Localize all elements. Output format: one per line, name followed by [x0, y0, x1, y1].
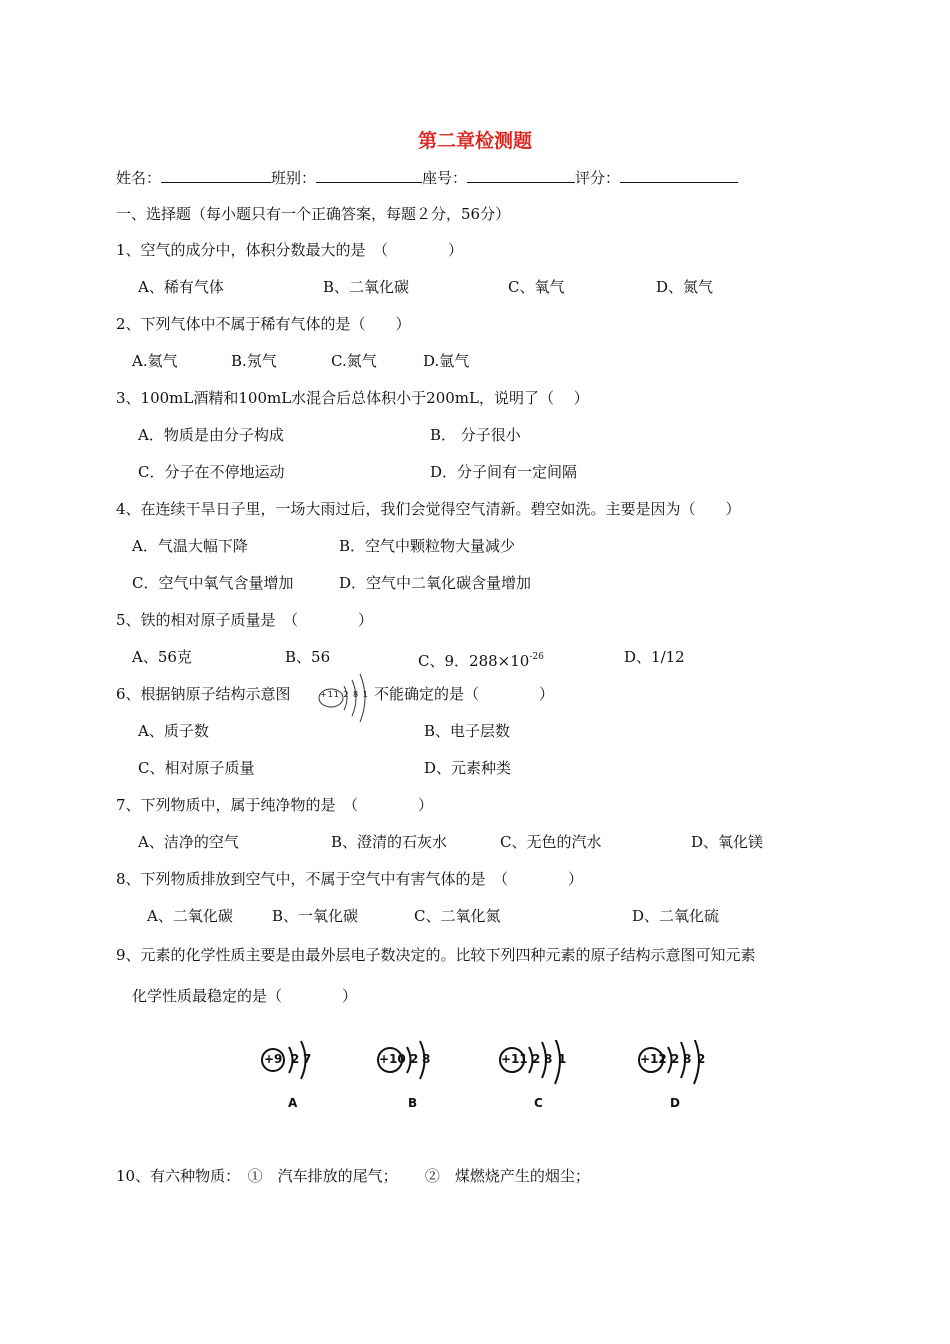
class-blank[interactable]: [316, 168, 422, 183]
seat-label: 座号：: [422, 169, 468, 187]
q5-option-b: B、56: [285, 648, 331, 666]
q4-option-b: B．空气中颗粒物大量减少: [339, 537, 516, 555]
atom-b-shell-1: 2: [410, 1052, 419, 1066]
q7-option-d: D、氧化镁: [691, 833, 764, 851]
question-6-part1: 6、根据钠原子结构示意图: [116, 685, 291, 703]
atom-diagram-b: [375, 1040, 445, 1114]
atom-b-nucleus: +10: [379, 1052, 406, 1066]
atom-b-shell-2: 8: [422, 1052, 431, 1066]
name-blank[interactable]: [161, 168, 271, 183]
section-heading: 一、选择题（每小题只有一个正确答案，每题２分，56分）: [116, 205, 511, 223]
question-3: 3、100mL酒精和100mL水混合后总体积小于200mL，说明了（ ）: [116, 389, 589, 407]
q4-option-c: C．空气中氧气含量增加: [132, 574, 294, 592]
q1-option-a: A、稀有气体: [138, 278, 224, 296]
question-6-part2: 不能确定的是（ ）: [374, 685, 555, 703]
atom-diagram-c: [497, 1040, 577, 1114]
question-5: 5、铁的相对原子质量是 （ ）: [116, 611, 374, 629]
atom-a-shell-1: 2: [291, 1052, 300, 1066]
atom-diagram-d: [636, 1040, 716, 1114]
q2-option-c: C.氮气: [331, 352, 377, 370]
atom-c-nucleus: +11: [501, 1052, 528, 1066]
score-label: 评分：: [575, 169, 621, 187]
class-label: 班别：: [271, 169, 317, 187]
atom-d-shell-3: 2: [697, 1052, 706, 1066]
sodium-atom-label: +11 2 8 1: [320, 690, 369, 699]
atom-diagram-a: [258, 1040, 328, 1114]
atom-d-shell-1: 2: [671, 1052, 680, 1066]
q3-option-a: A．物质是由分子构成: [138, 426, 284, 444]
student-info-line: [116, 168, 738, 188]
atom-c-letter: C: [534, 1096, 543, 1110]
q2-option-b: B.氖气: [231, 352, 277, 370]
q3-option-d: D．分子间有一定间隔: [430, 463, 578, 481]
question-7: 7、下列物质中，属于纯净物的是 （ ）: [116, 796, 434, 814]
q8-option-a: A、二氧化碳: [147, 907, 233, 925]
q8-option-d: D、二氧化硫: [632, 907, 720, 925]
question-8: 8、下列物质排放到空气中，不属于空气中有害气体的是 （ ）: [116, 870, 584, 888]
q7-option-a: A、洁净的空气: [138, 833, 239, 851]
q5-exponent: -26: [529, 652, 544, 662]
q6-option-b: B、电子层数: [424, 722, 511, 740]
question-4: 4、在连续干旱日子里，一场大雨过后，我们会觉得空气清新。碧空如洗。主要是因为（ ）: [116, 500, 741, 518]
q4-option-d: D．空气中二氧化碳含量增加: [339, 574, 532, 592]
score-blank[interactable]: [620, 168, 738, 183]
q8-option-c: C、二氧化氮: [414, 907, 501, 925]
atom-a-letter: A: [288, 1096, 298, 1110]
sodium-atom-diagram: [314, 670, 376, 726]
q2-option-d: D.氩气: [423, 352, 470, 370]
q2-option-a: A.氦气: [132, 352, 178, 370]
question-9-continued: 化学性质最稳定的是（ ）: [132, 987, 358, 1005]
q4-option-a: A．气温大幅下降: [132, 537, 248, 555]
atom-a-shell-2: 7: [303, 1052, 312, 1066]
q1-option-c: C、氧气: [508, 278, 565, 296]
q5-option-d: D、1/12: [624, 648, 685, 666]
q7-option-c: C、无色的汽水: [500, 833, 602, 851]
atom-d-shell-2: 8: [683, 1052, 692, 1066]
q1-option-d: D、氮气: [656, 278, 714, 296]
atom-c-shell-1: 2: [532, 1052, 541, 1066]
question-1: 1、空气的成分中，体积分数最大的是 （ ）: [116, 241, 464, 259]
seat-blank[interactable]: [467, 168, 575, 183]
q6-option-c: C、相对原子质量: [138, 759, 255, 777]
atom-b-letter: B: [408, 1096, 418, 1110]
atom-c-shell-3: 1: [558, 1052, 567, 1066]
question-2: 2、下列气体中不属于稀有气体的是（ ）: [116, 315, 411, 333]
q3-option-c: C．分子在不停地运动: [138, 463, 285, 481]
q1-option-b: B、二氧化碳: [323, 278, 410, 296]
q6-option-d: D、元素种类: [424, 759, 512, 777]
q8-option-b: B、一氧化碳: [272, 907, 359, 925]
q5-option-c: C、9．$288\times 10^{-26}$: [418, 652, 544, 670]
q6-option-a: A、质子数: [138, 722, 209, 740]
q5-option-a: A、56克: [132, 648, 192, 666]
question-9: 9、元素的化学性质主要是由最外层电子数决定的。比较下列四种元素的原子结构示意图可知元素: [116, 946, 756, 964]
atom-d-nucleus: +12: [640, 1052, 667, 1066]
q7-option-b: B、澄清的石灰水: [331, 833, 448, 851]
page-title: 第二章检测题: [417, 130, 532, 152]
question-10: 10、有六种物质： ① 汽车排放的尾气； ② 煤燃烧产生的烟尘；: [116, 1167, 590, 1185]
atom-c-shell-2: 8: [544, 1052, 553, 1066]
atom-d-letter: D: [670, 1096, 680, 1110]
name-label: 姓名：: [116, 169, 162, 187]
atom-a-nucleus: +9: [264, 1052, 283, 1066]
q3-option-b: B． 分子很小: [430, 426, 521, 444]
